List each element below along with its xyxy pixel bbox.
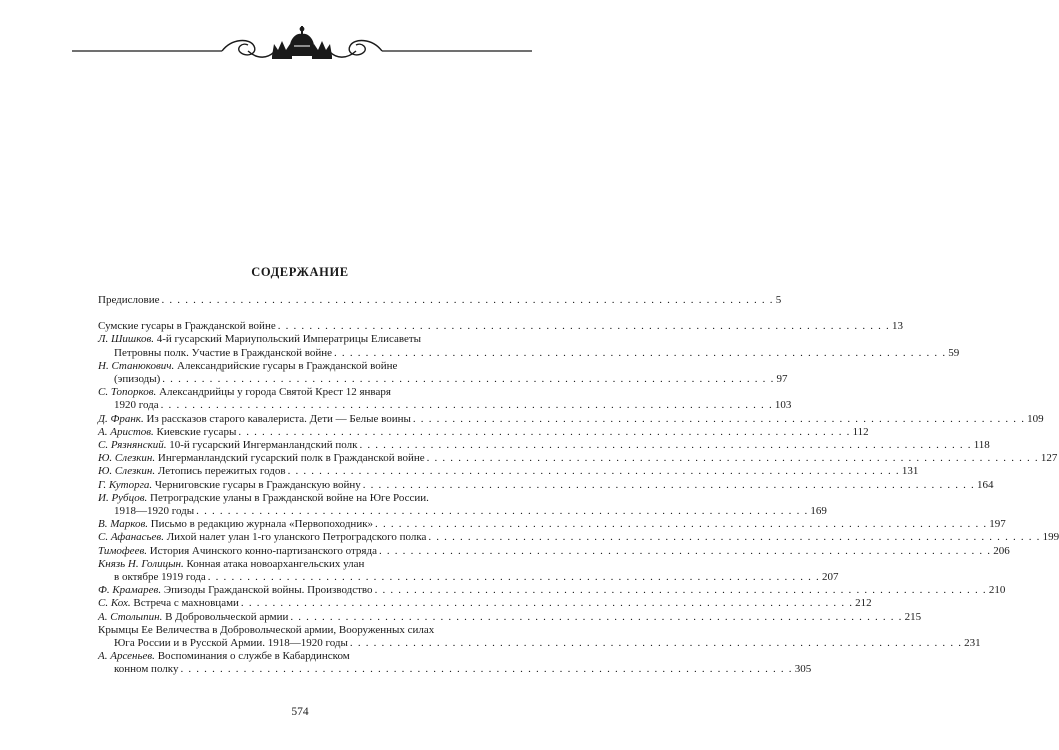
- toc-entry: [98, 452, 1058, 465]
- toc-entry: [98, 650, 812, 676]
- toc-entry: [98, 531, 1059, 544]
- toc-entry-page: 305: [794, 663, 812, 676]
- toc-entry-page: 13: [891, 320, 903, 333]
- toc-entry-author: С. Кох.: [98, 597, 131, 610]
- dot-leader: . . . . . . . . . . . . . . . . . . . . . . . . . . . . . . . . . . . . . . . . . . . . . . . . . . . . . . . . . . . . . . . . . . . . . . . . . . . . . .: [287, 465, 900, 478]
- dot-leader: . . . . . . . . . . . . . . . . . . . . . . . . . . . . . . . . . . . . . . . . . . . . . . . . . . . . . . . . . . . . . . . . . . . . . . . . . . . . . .: [428, 531, 1041, 544]
- dot-leader: . . . . . . . . . . . . . . . . . . . . . . . . . . . . . . . . . . . . . . . . . . . . . . . . . . . . . . . . . . . . . . . . . . . . . . . . . . . . . .: [196, 505, 809, 518]
- toc-entry-page: 112: [852, 425, 869, 438]
- toc-entry-author: А. Арсеньев.: [98, 650, 155, 663]
- dot-leader: . . . . . . . . . . . . . . . . . . . . . . . . . . . . . . . . . . . . . . . . . . . . . . . . . . . . . . . . . . . . . . . . . . . . . . . . . . . . . .: [349, 637, 963, 650]
- toc-entry: [98, 478, 994, 492]
- toc-entry-title: Черниговские гусары в Гражданскую войну: [154, 478, 361, 491]
- toc-entry-author: Ф. Крамарев.: [98, 584, 162, 597]
- toc-entry-title: Юга России и в Русской Армии. 1918—1920 годы: [114, 637, 348, 650]
- toc-entry-title: Из рассказов старого кавалериста. Дети — Белые воины: [146, 412, 411, 425]
- toc-entry: [98, 623, 981, 650]
- toc-entry: [98, 610, 922, 624]
- toc-entry: [98, 597, 872, 610]
- toc-entry-page: 5: [775, 294, 782, 306]
- toc-entry-author: Л. Шишков.: [98, 333, 154, 346]
- toc-entry-page: 169: [810, 505, 827, 518]
- toc-entry: [98, 584, 1006, 597]
- toc-entry-author: Ю. Слезкин.: [98, 465, 156, 478]
- toc-entry: [98, 491, 827, 518]
- toc-entry-title: Предисловие: [98, 294, 160, 306]
- toc-entry-page: 127: [1040, 452, 1058, 465]
- toc-entry-page: 199: [1042, 531, 1059, 544]
- toc-entry-title: В Добровольческой армии: [165, 610, 289, 623]
- dot-leader: . . . . . . . . . . . . . . . . . . . . . . . . . . . . . . . . . . . . . . . . . . . . . . . . . . . . . . . . . . . . . . . . . . . . . . . . . . . . . .: [238, 425, 851, 438]
- toc-entry: [98, 544, 1010, 558]
- toc-entry-title: 1920 года: [114, 399, 159, 412]
- toc-entry-author: А. Аристов.: [98, 425, 154, 438]
- dot-leader: . . . . . . . . . . . . . . . . . . . . . . . . . . . . . . . . . . . . . . . . . . . . . . . . . . . . . . . . . . . . . . . . . . . . . . . . . . . . . .: [277, 320, 890, 333]
- toc-entry-author: С. Топорков.: [98, 386, 157, 399]
- page-number: 574: [291, 706, 309, 718]
- toc-entry-page: 131: [901, 465, 919, 478]
- toc-entry-page: 206: [993, 544, 1010, 557]
- toc-entry-page: 197: [989, 518, 1006, 531]
- small-crown-right-icon: [312, 41, 332, 59]
- dot-leader: . . . . . . . . . . . . . . . . . . . . . . . . . . . . . . . . . . . . . . . . . . . . . . . . . . . . . . . . . . . . . . . . . . . . . . . . . . . . . .: [334, 346, 947, 359]
- toc-entry-page: 215: [904, 610, 922, 623]
- dot-leader: . . . . . . . . . . . . . . . . . . . . . . . . . . . . . . . . . . . . . . . . . . . . . . . . . . . . . . . . . . . . . . . . . . . . . . . . . . . . . .: [240, 597, 854, 610]
- dot-leader: . . . . . . . . . . . . . . . . . . . . . . . . . . . . . . . . . . . . . . . . . . . . . . . . . . . . . . . . . . . . . . . . . . . . . . . . . . . . . .: [375, 518, 988, 531]
- dot-leader: . . . . . . . . . . . . . . . . . . . . . . . . . . . . . . . . . . . . . . . . . . . . . . . . . . . . . . . . . . . . . . . . . . . . . . . . . . . . . .: [160, 399, 773, 412]
- toc-entry: [98, 294, 782, 307]
- dot-leader: . . . . . . . . . . . . . . . . . . . . . . . . . . . . . . . . . . . . . . . . . . . . . . . . . . . . . . . . . . . . . . . . . . . . . . . . . . . . . .: [412, 412, 1026, 425]
- toc-entry-page: 207: [822, 571, 839, 584]
- toc-entry: [98, 386, 792, 412]
- toc-entry-title-line: Александрийцы у города Святой Крест 12 января: [159, 386, 391, 399]
- toc-entry-author: Д. Франк.: [98, 412, 144, 425]
- toc-entry-title: Лихой налет улан 1-го уланского Петроградского полка: [166, 531, 427, 544]
- toc-entry-author: А. Столыпин.: [98, 610, 163, 623]
- toc-entry: [98, 518, 1006, 531]
- toc-entry-title: Сумские гусары в Гражданской войне: [98, 320, 276, 333]
- table-of-contents: [98, 294, 1059, 677]
- toc-entry-page: 59: [948, 346, 960, 359]
- toc-entry: [98, 333, 960, 359]
- dot-leader: . . . . . . . . . . . . . . . . . . . . . . . . . . . . . . . . . . . . . . . . . . . . . . . . . . . . . . . . . . . . . . . . . . . . . . . . . . . . . .: [290, 610, 903, 623]
- toc-entry: [98, 425, 869, 439]
- dot-leader: . . . . . . . . . . . . . . . . . . . . . . . . . . . . . . . . . . . . . . . . . . . . . . . . . . . . . . . . . . . . . . . . . . . . . . . . . . . . . .: [161, 294, 774, 306]
- toc-entry-title: (эпизоды): [114, 373, 161, 386]
- toc-entry-page: 210: [988, 584, 1006, 597]
- crown-ornament-divider: [72, 24, 532, 68]
- dot-leader: . . . . . . . . . . . . . . . . . . . . . . . . . . . . . . . . . . . . . . . . . . . . . . . . . . . . . . . . . . . . . . . . . . . . . . . . . . . . . .: [207, 571, 820, 584]
- dot-leader: . . . . . . . . . . . . . . . . . . . . . . . . . . . . . . . . . . . . . . . . . . . . . . . . . . . . . . . . . . . . . . . . . . . . . . . . . . . . . .: [362, 478, 975, 491]
- dot-leader: . . . . . . . . . . . . . . . . . . . . . . . . . . . . . . . . . . . . . . . . . . . . . . . . . . . . . . . . . . . . . . . . . . . . . . . . . . . . . .: [359, 439, 972, 452]
- toc-entry-title-line: Конная атака новоархангельских улан: [186, 557, 365, 570]
- toc-entry-page: 231: [964, 637, 981, 650]
- toc-entry-title: История Ачинского конно-партизанского отряда: [149, 544, 377, 557]
- toc-entry-author: Князь Н. Голицын.: [98, 557, 184, 570]
- dot-leader: . . . . . . . . . . . . . . . . . . . . . . . . . . . . . . . . . . . . . . . . . . . . . . . . . . . . . . . . . . . . . . . . . . . . . . . . . . . . . .: [374, 584, 987, 597]
- toc-entry-page: 118: [973, 439, 990, 452]
- toc-entry-title-line: Крымцы Ее Величества в Добровольческой армии, Вооруженных силах: [98, 623, 435, 636]
- toc-entry: [98, 465, 919, 478]
- toc-entry-author: С. Рязнянский.: [98, 439, 167, 452]
- dot-leader: . . . . . . . . . . . . . . . . . . . . . . . . . . . . . . . . . . . . . . . . . . . . . . . . . . . . . . . . . . . . . . . . . . . . . . . . . . . . . .: [180, 663, 793, 676]
- toc-entry-author: И. Рубцов.: [98, 491, 148, 504]
- toc-entry-title: Ингерманландский гусарский полк в Гражданской войне: [157, 452, 425, 465]
- toc-entry: [98, 320, 903, 333]
- toc-entry: [98, 439, 990, 452]
- toc-entry-author: Г. Куторга.: [98, 478, 153, 491]
- toc-entry-title-line: Петроградские уланы в Гражданской войне на Юге России.: [150, 491, 429, 504]
- toc-entry-author: В. Марков.: [98, 518, 148, 531]
- toc-entry-title: Киевские гусары: [156, 425, 237, 438]
- toc-entry-author: Н. Станюкович.: [98, 359, 175, 372]
- toc-entry-title: Летопись пережитых годов: [157, 465, 286, 478]
- toc-entry-title: Письмо в редакцию журнала «Первопоходник»: [150, 518, 374, 531]
- toc-entry-author: Тимофеев.: [98, 544, 147, 557]
- toc-title: СОДЕРЖАНИЕ: [251, 265, 349, 279]
- toc-entry-title: 10-й гусарский Ингерманландский полк: [169, 439, 358, 452]
- toc-entry-author: Ю. Слезкин.: [98, 452, 156, 465]
- toc-entry: [98, 412, 1044, 426]
- imperial-crown-icon: [289, 26, 315, 56]
- toc-entry-page: 212: [855, 597, 872, 610]
- toc-entry-page: 103: [774, 399, 792, 412]
- dot-leader: . . . . . . . . . . . . . . . . . . . . . . . . . . . . . . . . . . . . . . . . . . . . . . . . . . . . . . . . . . . . . . . . . . . . . . . . . . . . . .: [378, 544, 992, 557]
- toc-entry: [98, 359, 788, 386]
- small-crown-left-icon: [272, 41, 292, 59]
- toc-entry-title: в октябре 1919 года: [114, 571, 206, 584]
- toc-entry-title-line: 4-й гусарский Мариупольский Императрицы Елисаветы: [156, 333, 422, 346]
- toc-entry-title-line: Воспоминания о службе в Кабардинском: [157, 650, 350, 663]
- toc-entry-title: Эпизоды Гражданской войны. Производство: [163, 584, 373, 597]
- toc-entry-page: 164: [977, 478, 994, 491]
- toc-entry-title: 1918—1920 годы: [114, 505, 195, 518]
- toc-entry-title: конном полку: [114, 663, 179, 676]
- toc-entry-page: 97: [776, 373, 788, 386]
- toc-entry-title: Встреча с махновцами: [133, 597, 239, 610]
- toc-entry-title-line: Александрийские гусары в Гражданской войне: [176, 359, 398, 372]
- dot-leader: . . . . . . . . . . . . . . . . . . . . . . . . . . . . . . . . . . . . . . . . . . . . . . . . . . . . . . . . . . . . . . . . . . . . . . . . . . . . . .: [426, 452, 1039, 465]
- toc-entry-author: С. Афанасьев.: [98, 531, 164, 544]
- dot-leader: . . . . . . . . . . . . . . . . . . . . . . . . . . . . . . . . . . . . . . . . . . . . . . . . . . . . . . . . . . . . . . . . . . . . . . . . . . . . . .: [162, 373, 775, 386]
- toc-entry-page: 109: [1027, 412, 1044, 425]
- toc-entry: [98, 557, 839, 584]
- toc-entry-title: Петровны полк. Участие в Гражданской войне: [114, 346, 333, 359]
